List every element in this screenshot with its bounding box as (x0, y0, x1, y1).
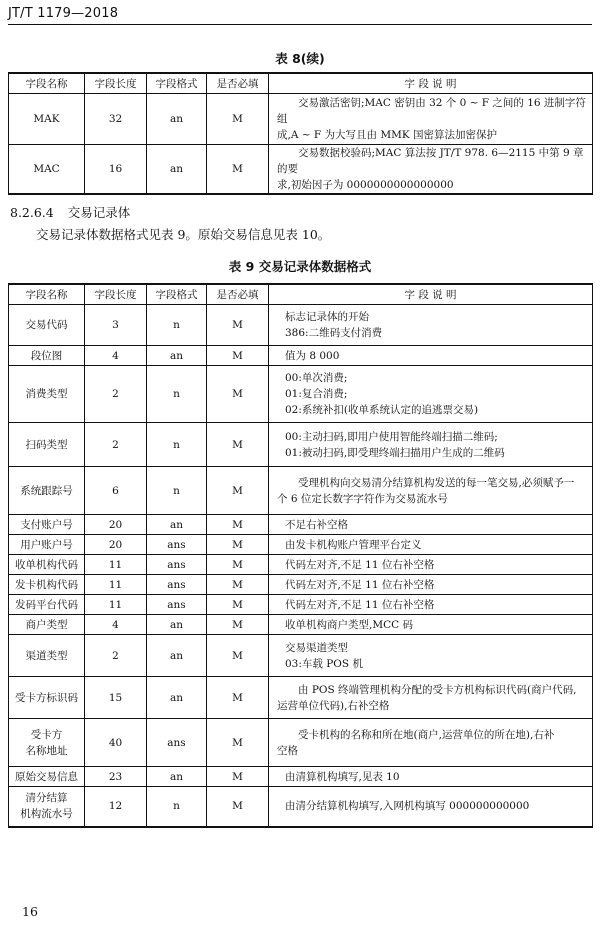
field-name-cell (9, 555, 85, 575)
field-format: an (147, 767, 207, 787)
field-description-cell (269, 515, 593, 535)
field-name-cell (9, 595, 85, 615)
field-description-cell (269, 555, 593, 575)
table9-row (9, 615, 593, 635)
field-length: 12 (85, 787, 147, 827)
header-rule (8, 24, 592, 25)
field-format: n (147, 467, 207, 515)
table9-row (9, 366, 593, 423)
field-name: 用户账户号 (20, 538, 73, 551)
field-length: 40 (85, 719, 147, 767)
table9-header-cell: 字 段 说 明 (269, 284, 593, 305)
field-required: M (207, 595, 269, 615)
field-description: 收单机构商户类型,MCC 码 (285, 618, 413, 631)
field-description-cell (269, 346, 593, 366)
table9-header-cell: 字段名称 (9, 284, 85, 305)
field-description: 03:车载 POS 机 (285, 657, 363, 670)
field-description: 由发卡机构账户管理平台定义 (285, 538, 422, 551)
field-required: M (207, 575, 269, 595)
table9-row (9, 467, 593, 515)
field-name-cell (9, 677, 85, 719)
table8-header-cell: 是否必填 (207, 73, 269, 94)
field-description: 成,A ~ F 为大写且由 MMK 国密算法加密保护 (277, 129, 498, 141)
table9-row (9, 595, 593, 615)
table9-title: 表 9 交易记录体数据格式 (228, 259, 372, 274)
field-format: an (147, 515, 207, 535)
field-description: 00:单次消费; (285, 372, 348, 384)
field-required: M (207, 767, 269, 787)
table9-row (9, 305, 593, 346)
section-number: 8.2.6.4 (10, 205, 54, 220)
field-name: 段位图 (30, 349, 63, 362)
table9-header-row (9, 284, 593, 305)
field-description-cell (269, 787, 593, 827)
field-description-cell (269, 366, 593, 423)
field-description: 由 POS 终端管理机构分配的受卡方机构标识代码(商户代码, (298, 683, 577, 696)
field-name-cell (9, 787, 85, 827)
field-format: an (147, 615, 207, 635)
field-name: 原始交易信息 (15, 770, 78, 783)
table9-row (9, 515, 593, 535)
field-format: an (147, 346, 207, 366)
table9-row (9, 346, 593, 366)
table9-row (9, 787, 593, 827)
table8-header-cell: 字段格式 (147, 73, 207, 94)
table9-row (9, 535, 593, 555)
field-description: 代码左对齐,不足 11 位右补空格 (285, 578, 435, 591)
field-required: M (207, 719, 269, 767)
field-name: 发卡机构代码 (15, 578, 78, 591)
table9-header-cell: 字段长度 (85, 284, 147, 305)
field-name-cell (9, 515, 85, 535)
field-format: an (147, 145, 207, 195)
field-name-cell (9, 767, 85, 787)
field-format: ans (147, 575, 207, 595)
standard-code: JT/T 1179—2018 (8, 6, 119, 21)
field-description-cell (269, 767, 593, 787)
table9-row (9, 555, 593, 575)
field-description: 01:复合消费; (285, 388, 348, 400)
field-description: 由清算机构填写,见表 10 (285, 770, 400, 783)
field-description-cell (269, 615, 593, 635)
field-format: ans (147, 535, 207, 555)
field-required: M (207, 94, 269, 145)
field-name-cell (9, 467, 85, 515)
field-name-cell (9, 535, 85, 555)
field-length: 16 (85, 145, 147, 195)
field-length: 11 (85, 555, 147, 575)
field-length: 2 (85, 635, 147, 677)
field-description: 标志记录体的开始 (285, 311, 369, 323)
field-required: M (207, 366, 269, 423)
field-name-cell (9, 94, 85, 145)
field-required: M (207, 787, 269, 827)
table8-row (9, 145, 593, 195)
field-name: 名称地址 (25, 744, 68, 757)
field-format: an (147, 677, 207, 719)
field-required: M (207, 677, 269, 719)
field-name: 商户类型 (25, 618, 68, 631)
table8-title: 表 8(续) (275, 51, 325, 66)
field-name: 发码平台代码 (15, 598, 78, 611)
field-name: 交易代码 (25, 319, 68, 331)
table9-row (9, 423, 593, 467)
field-length: 3 (85, 305, 147, 346)
field-length: 2 (85, 366, 147, 423)
field-required: M (207, 615, 269, 635)
field-length: 32 (85, 94, 147, 145)
field-name-cell (9, 346, 85, 366)
field-required: M (207, 145, 269, 195)
field-name: 受卡方 (30, 728, 63, 741)
table8-header-row (9, 73, 593, 94)
field-format: n (147, 423, 207, 467)
field-name: 清分结算 (25, 792, 68, 805)
field-length: 4 (85, 346, 147, 366)
field-description-cell (269, 94, 593, 145)
field-name: MAK (33, 113, 60, 125)
field-required: M (207, 515, 269, 535)
field-name: 受卡方标识码 (15, 691, 78, 704)
table8-header-cell: 字段名称 (9, 73, 85, 94)
field-length: 11 (85, 595, 147, 615)
field-description: 交易渠道类型 (285, 641, 348, 654)
table8 (8, 72, 593, 195)
field-format: ans (147, 719, 207, 767)
section-heading (10, 203, 144, 221)
field-required: M (207, 346, 269, 366)
field-name-cell (9, 366, 85, 423)
field-description: 代码左对齐,不足 11 位右补空格 (285, 558, 435, 571)
field-name-cell (9, 719, 85, 767)
field-name: 机构流水号 (20, 808, 73, 821)
field-description: 不足右补空格 (285, 518, 348, 531)
field-length: 23 (85, 767, 147, 787)
field-format: ans (147, 555, 207, 575)
table8-header-cell: 字段长度 (85, 73, 147, 94)
field-name-cell (9, 423, 85, 467)
field-format: n (147, 787, 207, 827)
field-length: 20 (85, 515, 147, 535)
field-required: M (207, 555, 269, 575)
field-description-cell (269, 467, 593, 515)
field-description: 交易数据校验码;MAC 算法按 JT/T 978. 6—2115 中第 9 章的要 (277, 147, 584, 175)
field-description: 值为 8 000 (285, 349, 340, 362)
field-description: 代码左对齐,不足 11 位右补空格 (285, 598, 435, 611)
table8-header-cell: 字 段 说 明 (269, 73, 593, 94)
field-description: 受理机构向交易清分结算机构发送的每一笔交易,必须赋予一 (298, 476, 575, 489)
field-format: ans (147, 595, 207, 615)
field-name: 渠道类型 (25, 649, 68, 662)
field-description-cell (269, 677, 593, 719)
field-description-cell (269, 595, 593, 615)
table9 (8, 283, 593, 828)
field-format: n (147, 305, 207, 346)
field-name-cell (9, 575, 85, 595)
section-title: 交易记录体 (67, 205, 131, 220)
table9-header-cell: 字段格式 (147, 284, 207, 305)
field-description-cell (269, 635, 593, 677)
field-description: 交易激活密钥;MAC 密钥由 32 个 0 ~ F 之间的 16 进制字符组 (277, 97, 586, 125)
field-description-cell (269, 575, 593, 595)
field-length: 20 (85, 535, 147, 555)
field-format: an (147, 94, 207, 145)
field-length: 11 (85, 575, 147, 595)
table9-row (9, 677, 593, 719)
field-required: M (207, 535, 269, 555)
field-required: M (207, 635, 269, 677)
table9-row (9, 635, 593, 677)
field-name: MAC (33, 163, 60, 175)
field-name-cell (9, 145, 85, 195)
field-name-cell (9, 615, 85, 635)
field-length: 4 (85, 615, 147, 635)
field-length: 6 (85, 467, 147, 515)
field-description: 空格 (277, 744, 298, 757)
field-name: 系统跟踪号 (20, 484, 73, 497)
field-description: 00:主动扫码,即用户使用智能终端扫描二维码; (285, 430, 498, 443)
field-description: 01:被动扫码,即受理终端扫描用户生成的二维码 (285, 446, 505, 459)
field-description: 由清分结算机构填写,入网机构填写 000000000000 (285, 800, 530, 813)
table9-row (9, 719, 593, 767)
table9-row (9, 575, 593, 595)
field-description: 求,初始因子为 0000000000000000 (277, 179, 454, 191)
field-description: 02:系统补扣(收单系统认定的追逃票交易) (285, 404, 479, 416)
table8-row (9, 94, 593, 145)
field-description-cell (269, 423, 593, 467)
field-description-cell (269, 535, 593, 555)
field-name: 消费类型 (25, 388, 68, 400)
field-format: an (147, 635, 207, 677)
field-name: 收单机构代码 (15, 558, 78, 571)
field-description: 受卡机构的名称和所在地(商户,运营单位的所在地),右补 (298, 728, 555, 741)
field-description: 个 6 位定长数字字符作为交易流水号 (277, 492, 448, 505)
body-paragraph: 交易记录体数据格式见表 9。原始交易信息见表 10。 (36, 227, 331, 242)
field-name-cell (9, 305, 85, 346)
field-format: n (147, 366, 207, 423)
field-length: 15 (85, 677, 147, 719)
field-length: 2 (85, 423, 147, 467)
field-required: M (207, 305, 269, 346)
field-description-cell (269, 719, 593, 767)
field-description: 386:二维码支付消费 (285, 327, 383, 339)
table9-header-cell: 是否必填 (207, 284, 269, 305)
field-required: M (207, 423, 269, 467)
field-description-cell (269, 305, 593, 346)
page-number: 16 (22, 904, 38, 919)
field-name: 扫码类型 (25, 438, 68, 451)
table9-row (9, 767, 593, 787)
field-description-cell (269, 145, 593, 195)
field-name: 支付账户号 (20, 518, 73, 531)
field-description: 运营单位代码),右补空格 (277, 699, 390, 712)
field-required: M (207, 467, 269, 515)
field-name-cell (9, 635, 85, 677)
